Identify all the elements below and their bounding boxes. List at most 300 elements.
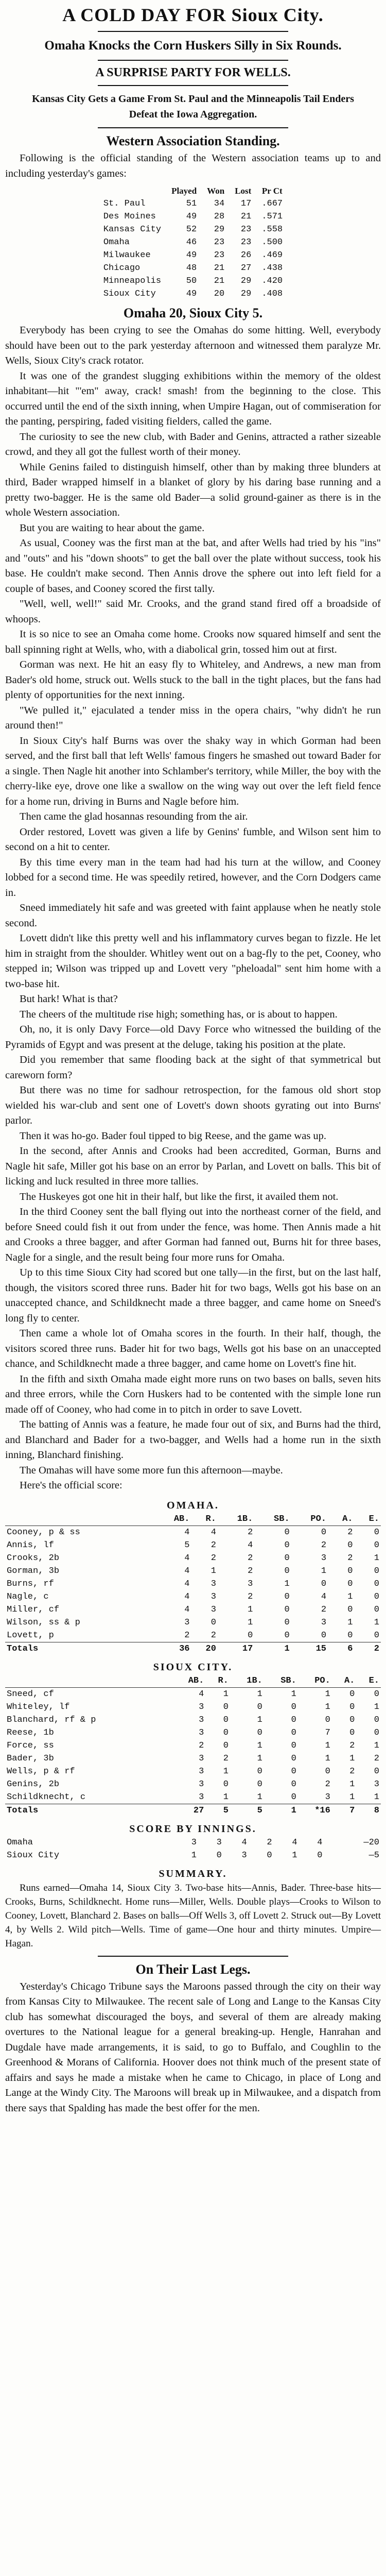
paragraph: Here's the official score: — [20, 1480, 122, 1491]
box-header-cell: PO. — [298, 1674, 332, 1688]
score-by-innings — [5, 1836, 381, 1862]
standing-cell: 49 — [186, 212, 197, 222]
standing-row — [98, 223, 288, 236]
box-cell: 0 — [349, 1727, 355, 1738]
box-cell: 0 — [374, 1591, 379, 1602]
box-cell: 0 — [347, 1540, 353, 1550]
box-header-cell: AB. — [171, 1674, 205, 1688]
standing-cell: 23 — [240, 238, 252, 247]
standing-header: Pr Ct — [261, 186, 283, 196]
box-header-cell: R. — [205, 1674, 230, 1688]
box-cell: 0 — [248, 1630, 253, 1640]
standing-cell: 28 — [214, 212, 225, 222]
summary-title: SUMMARY. — [159, 1868, 227, 1879]
box-header-cell: SB. — [264, 1674, 298, 1688]
box-cell: 1 — [223, 1766, 229, 1776]
box-cell: 0 — [325, 1715, 330, 1725]
box-header-cell: SB. — [254, 1513, 291, 1526]
box-cell: 0 — [347, 1579, 353, 1589]
box-cell: 2 — [321, 1540, 327, 1550]
box-cell: Miller, cf — [7, 1604, 60, 1615]
box-cell: Burns, rf — [7, 1579, 54, 1589]
standing-cell: Minneapolis — [103, 276, 162, 286]
box-cell: 0 — [223, 1727, 229, 1738]
box-cell: 2 — [321, 1604, 327, 1615]
standing-cell: 52 — [186, 225, 197, 234]
box-cell: Crooks, 2b — [7, 1553, 60, 1563]
box-cell: 1 — [349, 1792, 355, 1802]
standing-cell: Milwaukee — [103, 250, 151, 260]
box-header-cell: AB. — [154, 1513, 191, 1526]
omaha-box-score — [5, 1513, 381, 1655]
box-total-cell: 17 — [218, 1642, 254, 1655]
box-cell: 1 — [325, 1702, 330, 1712]
box-cell: 2 — [210, 1553, 216, 1563]
box-cell: 3 — [248, 1579, 253, 1589]
paragraph: Lovett didn't like this pretty well and his inflammatory curves began to fizzle. He let him in straight from the shoulder. Whitley went out on a bag-fly to the pet, Cooney, who stepped in; Wilson was tripped up and Lovett very "pheloadal" sent him home with a two-base hit. — [5, 933, 381, 990]
summary-text: Runs earned—Omaha 14, Sioux City 3. Two-base hits—Annis, Bader. Three-base hits—Crooks, Burns, Schildknecht. Home runs—Miller, Wells. Double plays—Crooks to Wilson to Cooney, Lovett, Blanchard 2. Bases on balls—Off Wells 3, off Lovett 2. Struck out—By Lovett 4, by Wells 2. Wild pitch—Wells. Time of game—One hour and thirty minutes. Umpire—Hagan. — [5, 1882, 381, 1949]
box-cell: Wells, p & rf — [7, 1766, 75, 1776]
divider — [98, 60, 288, 61]
box-cell: 0 — [374, 1715, 379, 1725]
box-cell: 3 — [199, 1753, 204, 1764]
paragraph: Did you remember that same flooding back at the sight of that symmetrical but careworn form? — [5, 1054, 381, 1081]
paragraph: The cheers of the multitude rise high; something has, or is about to happen. — [20, 1008, 338, 1020]
paragraph: Then it was ho-go. Bader foul tipped to big Reese, and the game was up. — [20, 1130, 327, 1142]
box-cell: 1 — [374, 1553, 379, 1563]
box-total-cell: 27 — [171, 1804, 205, 1817]
standing-row — [98, 236, 288, 249]
paragraph: In the third Cooney sent the ball flying out into the northeast corner of the field, and before Sneed could fish it out from under the fence, was home. Then Annis made a hit and Crooks a three bagger, and after Gorman had fanned out, Burns hit for three bases, Nagle for a single, and the result being four more runs for Omaha. — [5, 1206, 381, 1263]
box-cell: 2 — [347, 1527, 353, 1537]
box-cell: 0 — [284, 1604, 290, 1615]
paragraph: Sneed immediately hit safe and was greeted with faint applause when he neatly stole second. — [5, 902, 381, 929]
box-cell: 1 — [347, 1591, 353, 1602]
box-cell: 1 — [325, 1689, 330, 1699]
box-row — [5, 1565, 381, 1578]
paragraph: In the fifth and sixth Omaha made eight more runs on two bases on balls, seven hits and three errors, while the Corn Huskers had to be contented with the simple lone run made off of Cooney, who had come in to pitch in order to save Lovett. — [5, 1373, 381, 1415]
box-cell: 0 — [349, 1715, 355, 1725]
standing-row — [98, 262, 288, 275]
innings-cell: 3 — [216, 1837, 222, 1848]
box-cell: 2 — [374, 1753, 379, 1764]
box-total-cell: 15 — [291, 1642, 328, 1655]
box-total-cell: 7 — [332, 1804, 357, 1817]
box-cell: 1 — [349, 1753, 355, 1764]
standing-cell: 23 — [214, 238, 225, 247]
box-header-cell: A. — [328, 1513, 354, 1526]
box-cell: 5 — [184, 1540, 190, 1550]
box-row — [5, 1765, 381, 1778]
box-header-cell: E. — [354, 1513, 381, 1526]
box-cell: 4 — [248, 1540, 253, 1550]
box-cell: 4 — [184, 1553, 190, 1563]
standing-cell: 29 — [240, 276, 252, 286]
box-cell: 0 — [374, 1579, 379, 1589]
box-total-row — [5, 1804, 381, 1817]
box-row — [5, 1629, 381, 1642]
box-cell: 4 — [321, 1591, 327, 1602]
standing-cell: .500 — [261, 238, 283, 247]
box-cell: 3 — [321, 1617, 327, 1628]
standing-cell: .420 — [261, 276, 283, 286]
box-total-cell: 36 — [154, 1642, 191, 1655]
box-row — [5, 1701, 381, 1714]
standing-cell: .558 — [261, 225, 283, 234]
paragraph: But you are waiting to hear about the game. — [20, 522, 205, 534]
standing-row — [98, 210, 288, 223]
box-cell: 0 — [325, 1766, 330, 1776]
standing-row — [98, 275, 288, 287]
standing-cell: 29 — [214, 225, 225, 234]
box-total-cell: 6 — [328, 1642, 354, 1655]
box-cell: 0 — [291, 1727, 296, 1738]
box-cell: 3 — [321, 1553, 327, 1563]
box-row — [5, 1739, 381, 1752]
box-cell: 0 — [284, 1540, 290, 1550]
box-cell: Gorman, 3b — [7, 1566, 60, 1576]
innings-cell: 1 — [191, 1850, 197, 1860]
box-total-cell: Totals — [5, 1642, 154, 1655]
box-row — [5, 1578, 381, 1590]
standing-cell: Omaha — [103, 238, 130, 247]
box-row — [5, 1539, 381, 1552]
box-total-cell: 5 — [205, 1804, 230, 1817]
paragraph: But there was no time for sadhour retrospection, for the famous old short stop wielded his war-club and sent one of Lovett's down shoots gyrating out into Burns' parlor. — [5, 1084, 381, 1126]
article-body — [5, 323, 381, 1494]
box-cell: Bader, 3b — [7, 1753, 54, 1764]
box-cell: 0 — [257, 1727, 262, 1738]
divider — [98, 31, 288, 32]
box-header-cell: PO. — [291, 1513, 328, 1526]
paragraph: Gorman was next. He hit an easy fly to Whiteley, and Andrews, a new man from Bader's old home, struck out. Wells stuck to the ball in the tight places, but the fans had plenty of opportunities for the next inning. — [5, 659, 381, 701]
box-cell: 1 — [347, 1617, 353, 1628]
deck-2: A SURPRISE PARTY FOR WELLS. — [95, 66, 291, 79]
box-cell: 0 — [257, 1702, 262, 1712]
box-cell: 1 — [257, 1715, 262, 1725]
standing-cell: 49 — [186, 289, 197, 299]
box-header-cell: 1B. — [230, 1674, 264, 1688]
innings-cell: 0 — [216, 1850, 222, 1860]
box-cell: 1 — [374, 1617, 379, 1628]
standing-cell: Des Moines — [103, 212, 156, 222]
box-cell: 4 — [199, 1689, 204, 1699]
box-cell: 2 — [210, 1630, 216, 1640]
box-cell: 2 — [199, 1740, 204, 1751]
box-cell: 1 — [321, 1566, 327, 1576]
standing-cell: Kansas City — [103, 225, 162, 234]
paragraph: "Well, well, well!" said Mr. Crooks, and the grand stand fired off a broadside of whoops. — [5, 598, 381, 625]
paragraph: Order restored, Lovett was given a life by Genins' fumble, and Wilson sent him to second on a hit to center. — [5, 826, 381, 853]
box-cell: 0 — [223, 1779, 229, 1789]
box-cell: 1 — [349, 1779, 355, 1789]
box-cell: 0 — [284, 1566, 290, 1576]
headline: A COLD DAY FOR Sioux City. — [62, 5, 324, 25]
box-cell: Sneed, cf — [7, 1689, 54, 1699]
paragraph: But hark! What is that? — [20, 993, 118, 1005]
box-cell: 0 — [291, 1766, 296, 1776]
paragraph: As usual, Cooney was the first man at the bat, and after Wells had tried by his "ins" and "outs" and his "down shoots" to get the ball over the plate without success, took his base. He couldn't make second. Then Annis drove the sphere out into left field for a couple of bases, and Cooney scored the first tally. — [5, 537, 381, 595]
box-cell: 2 — [210, 1540, 216, 1550]
box-cell: 2 — [349, 1766, 355, 1776]
box-cell: 0 — [291, 1753, 296, 1764]
divider — [98, 1956, 288, 1957]
box-row — [5, 1687, 381, 1701]
box-cell: 0 — [321, 1579, 327, 1589]
box-cell: 4 — [184, 1527, 190, 1537]
box-cell: 0 — [291, 1702, 296, 1712]
box-total-cell: 2 — [354, 1642, 381, 1655]
box-cell: 1 — [374, 1702, 379, 1712]
box-row — [5, 1552, 381, 1565]
box-cell: 2 — [248, 1591, 253, 1602]
box-header-row — [5, 1674, 381, 1688]
box-cell: 0 — [257, 1766, 262, 1776]
box-row — [5, 1791, 381, 1804]
sioux-box-title: SIOUX CITY. — [153, 1661, 233, 1673]
innings-cell: 0 — [267, 1850, 272, 1860]
box-header-row — [5, 1513, 381, 1526]
paragraph: In the second, after Annis and Crooks had been accredited, Gorman, Burns and Nagle hit safe, Miller got his base on an error by Parlan, and Lovett on balls. This bit of licking and luck resulted in three more tallies. — [5, 1145, 381, 1187]
box-cell: 3 — [199, 1766, 204, 1776]
innings-cell: 1 — [292, 1850, 297, 1860]
standing-table — [98, 184, 288, 300]
box-cell: 0 — [321, 1527, 327, 1537]
omaha-box-title: OMAHA. — [167, 1499, 219, 1511]
box-header-cell: R. — [191, 1513, 217, 1526]
box-cell: Whiteley, lf — [7, 1702, 70, 1712]
box-total-cell: 5 — [230, 1804, 264, 1817]
standing-cell: 50 — [186, 276, 197, 286]
box-cell: 1 — [223, 1689, 229, 1699]
box-cell: 1 — [374, 1792, 379, 1802]
box-total-cell: Totals — [5, 1804, 171, 1817]
box-cell: 2 — [325, 1779, 330, 1789]
box-cell: 2 — [223, 1753, 229, 1764]
standing-cell: 27 — [240, 263, 252, 273]
standing-cell: .571 — [261, 212, 283, 222]
box-row — [5, 1526, 381, 1539]
box-cell: 2 — [347, 1553, 353, 1563]
box-cell: Force, ss — [7, 1740, 54, 1751]
box-cell: 1 — [291, 1689, 296, 1699]
innings-cell: —5 — [369, 1850, 379, 1860]
standing-title: Western Association Standing. — [106, 133, 280, 148]
box-cell: 1 — [325, 1740, 330, 1751]
box-cell: 0 — [257, 1779, 262, 1789]
innings-cell: 2 — [267, 1837, 272, 1848]
standing-header: Played — [171, 186, 197, 196]
box-cell: 3 — [210, 1604, 216, 1615]
box-cell: 0 — [284, 1591, 290, 1602]
box-cell: 2 — [248, 1566, 253, 1576]
innings-row — [5, 1836, 381, 1849]
paragraph: The Omahas will have some more fun this afternoon—maybe. — [20, 1464, 283, 1476]
box-total-cell: 1 — [254, 1642, 291, 1655]
innings-row — [5, 1849, 381, 1862]
paragraph: Then came a whole lot of Omaha scores in the fourth. In their half, though, the visitors scored three runs. Bader hit for two bags, Wells got his base on an unaccepted chance, and Schildknecht made a three bagger, and came home on Lovett's fine hit. — [5, 1328, 381, 1369]
innings-cell: 0 — [317, 1850, 323, 1860]
standing-cell: 34 — [214, 199, 225, 209]
box-cell: 3 — [184, 1617, 190, 1628]
standing-cell: .438 — [261, 263, 283, 273]
standing-cell: 20 — [214, 289, 225, 299]
standing-row — [98, 287, 288, 300]
standing-cell: 21 — [214, 263, 225, 273]
box-cell: 1 — [257, 1740, 262, 1751]
box-cell: 3 — [199, 1727, 204, 1738]
box-cell: Genins, 2b — [7, 1779, 60, 1789]
box-cell: 1 — [257, 1753, 262, 1764]
box-cell: 0 — [374, 1689, 379, 1699]
box-cell: 1 — [325, 1753, 330, 1764]
standing-intro: Following is the official standing of the Western association teams up to and including yesterday's games: — [5, 152, 381, 179]
box-cell: 0 — [223, 1702, 229, 1712]
box-cell: 1 — [284, 1579, 290, 1589]
paragraph: By this time every man in the team had had his turn at the willow, and Cooney lobbed for a second time. He was speedily retired, however, and the Corn Dodgers came in. — [5, 856, 381, 899]
standing-cell: 23 — [214, 250, 225, 260]
box-cell: 0 — [210, 1617, 216, 1628]
innings-cell: Omaha — [7, 1837, 33, 1848]
box-cell: 0 — [223, 1715, 229, 1725]
box-cell: Annis, lf — [7, 1540, 54, 1550]
box-cell: 3 — [199, 1792, 204, 1802]
box-cell: 0 — [347, 1566, 353, 1576]
game-head: Omaha 20, Sioux City 5. — [123, 306, 263, 320]
box-cell: 3 — [199, 1702, 204, 1712]
box-cell: 0 — [291, 1779, 296, 1789]
box-row — [5, 1726, 381, 1739]
box-cell: 0 — [284, 1630, 290, 1640]
box-cell: 2 — [248, 1553, 253, 1563]
paragraph: Up to this time Sioux City had scored but one tally—in the first, but on the last half, though, the visitors scored three runs. Bader hit for two bags, Wells got his base on an unaccepted chance, and Schildknecht made a three bagger, and came home on Sneed's long fly to center. — [5, 1267, 381, 1324]
standing-cell: .408 — [261, 289, 283, 299]
standing-row — [98, 249, 288, 262]
standing-cell: St. Paul — [103, 199, 146, 209]
box-cell: 4 — [184, 1591, 190, 1602]
box-cell: 0 — [284, 1553, 290, 1563]
box-cell: 0 — [321, 1630, 327, 1640]
box-cell: 0 — [284, 1617, 290, 1628]
paragraph: The Huskeyes got one hit in their half, but like the first, it availed them not. — [20, 1191, 339, 1202]
last-legs-title: On Their Last Legs. — [135, 1961, 251, 1977]
last-legs-text: Yesterday's Chicago Tribune says the Maroons passed through the city on their way from Kansas City to Milwaukee. The recent sale of Long and Lange to the Kansas City club has somewhat discouraged the boys, and several of them are already making overtures to the National league for a general breaking-up. Hengle, Hanrahan and Dugdale have made arrangements, it is said, to go to Buffalo, and Coughlin to the Greenhood & Morans of California. Hoover does not think much of the present state of affairs and says he made a mistake when he came to Chicago, in place of Long and Lange at the Windy City. The Maroons will break up in Milwaukee, and a dispatch from there says that Spalding has made the best offer for the men. — [5, 1980, 381, 2114]
box-cell: 7 — [325, 1727, 330, 1738]
box-cell: 4 — [210, 1527, 216, 1537]
box-cell: Lovett, p — [7, 1630, 54, 1640]
box-header-cell: E. — [356, 1674, 381, 1688]
box-cell: Cooney, p & ss — [7, 1527, 80, 1537]
box-row — [5, 1714, 381, 1726]
standing-cell: 46 — [186, 238, 197, 247]
standing-cell: 48 — [186, 263, 197, 273]
box-cell: Blanchard, rf & p — [7, 1715, 96, 1725]
standing-cell: 51 — [186, 199, 197, 209]
divider — [98, 85, 288, 86]
box-cell: Schildknecht, c — [7, 1792, 86, 1802]
box-cell: 0 — [374, 1766, 379, 1776]
box-cell: 1 — [248, 1617, 253, 1628]
box-cell: Wilson, ss & p — [7, 1617, 80, 1628]
box-total-cell: *16 — [298, 1804, 332, 1817]
box-row — [5, 1603, 381, 1616]
deck-3: Kansas City Gets a Game From St. Paul and the Minneapolis Tail Enders Defeat the Iowa Aggregation. — [32, 93, 354, 120]
standing-cell: 23 — [240, 225, 252, 234]
box-header-cell — [5, 1513, 154, 1526]
standing-row — [98, 197, 288, 210]
box-cell: 0 — [347, 1630, 353, 1640]
box-total-cell: 20 — [191, 1642, 217, 1655]
standing-header — [98, 184, 166, 197]
standing-cell: 49 — [186, 250, 197, 260]
box-cell: 0 — [374, 1604, 379, 1615]
divider — [98, 127, 288, 128]
box-cell: 4 — [184, 1604, 190, 1615]
paragraph: While Genins failed to distinguish himself, other than by making three blunders at third, Bader wrapped himself in a blanket of glory by his daring base running and a pretty two-bagger. He is the same old Bader—a solid ground-gainer as there is in the whole Western association. — [5, 461, 381, 518]
box-cell: 0 — [349, 1689, 355, 1699]
box-cell: 0 — [291, 1715, 296, 1725]
box-cell: 3 — [210, 1579, 216, 1589]
innings-title: SCORE BY INNINGS. — [129, 1823, 257, 1835]
box-row — [5, 1590, 381, 1603]
box-cell: 3 — [199, 1779, 204, 1789]
innings-cell: 4 — [241, 1837, 247, 1848]
paragraph: In Sioux City's half Burns was over the shaky way in which Gorman had been served, and the first ball that left Wells' famous fingers he smashed out toward Bader for a single. Then Nagle hit another into Schlamber's territory, while Miller, the boy with the cherry-like eye, drove one like a swallow on the wing way out over the left field fence for a home run, driving in Burns and Nagle before him. — [5, 735, 381, 807]
box-total-cell: 8 — [356, 1804, 381, 1817]
box-row — [5, 1616, 381, 1629]
box-total-cell: 1 — [264, 1804, 298, 1817]
box-cell: 0 — [374, 1566, 379, 1576]
box-cell: 3 — [199, 1715, 204, 1725]
innings-cell: Sioux City — [7, 1850, 60, 1860]
standing-cell: 26 — [240, 250, 252, 260]
innings-cell: 3 — [241, 1850, 247, 1860]
box-cell: 2 — [349, 1740, 355, 1751]
box-cell: 3 — [374, 1779, 379, 1789]
box-cell: 2 — [248, 1527, 253, 1537]
box-cell: 0 — [291, 1740, 296, 1751]
box-cell: 4 — [184, 1579, 190, 1589]
paragraph: Everybody has been crying to see the Omahas do some hitting. Well, everybody should have been out to the park yesterday afternoon and witnessed them paralyze Mr. Wells, Sioux City's crack rotator. — [5, 325, 381, 366]
article-column — [0, 4, 386, 2116]
paragraph: The curiosity to see the new club, with Bader and Genins, attracted a rather sizeable crowd, and they all got the fullest worth of their money. — [5, 431, 381, 457]
standing-cell: 17 — [240, 199, 252, 209]
standing-cell: Chicago — [103, 263, 141, 273]
box-cell: 0 — [223, 1740, 229, 1751]
box-cell: 4 — [184, 1566, 190, 1576]
box-cell: 0 — [374, 1630, 379, 1640]
box-cell: 0 — [374, 1540, 379, 1550]
box-row — [5, 1752, 381, 1765]
box-row — [5, 1778, 381, 1791]
box-cell: 0 — [374, 1527, 379, 1537]
deck-1: Omaha Knocks the Corn Huskers Silly in Six Rounds. — [44, 39, 342, 53]
box-cell: 1 — [257, 1792, 262, 1802]
box-header-cell: 1B. — [218, 1513, 254, 1526]
paragraph: It is so nice to see an Omaha come home. Crooks now squared himself and sent the ball spinning right at Wells, who, with a diabolical grin, tossed him out at first. — [5, 629, 381, 655]
box-cell: 1 — [257, 1689, 262, 1699]
box-header-cell — [5, 1674, 171, 1688]
box-cell: 0 — [349, 1702, 355, 1712]
standing-header: Won — [207, 186, 225, 196]
standing-cell: 29 — [240, 289, 252, 299]
sioux-box-score — [5, 1674, 381, 1817]
standing-cell: 21 — [214, 276, 225, 286]
box-total-row — [5, 1642, 381, 1655]
box-cell: 1 — [210, 1566, 216, 1576]
standing-cell: Sioux City — [103, 289, 156, 299]
standing-header: Lost — [235, 186, 252, 196]
